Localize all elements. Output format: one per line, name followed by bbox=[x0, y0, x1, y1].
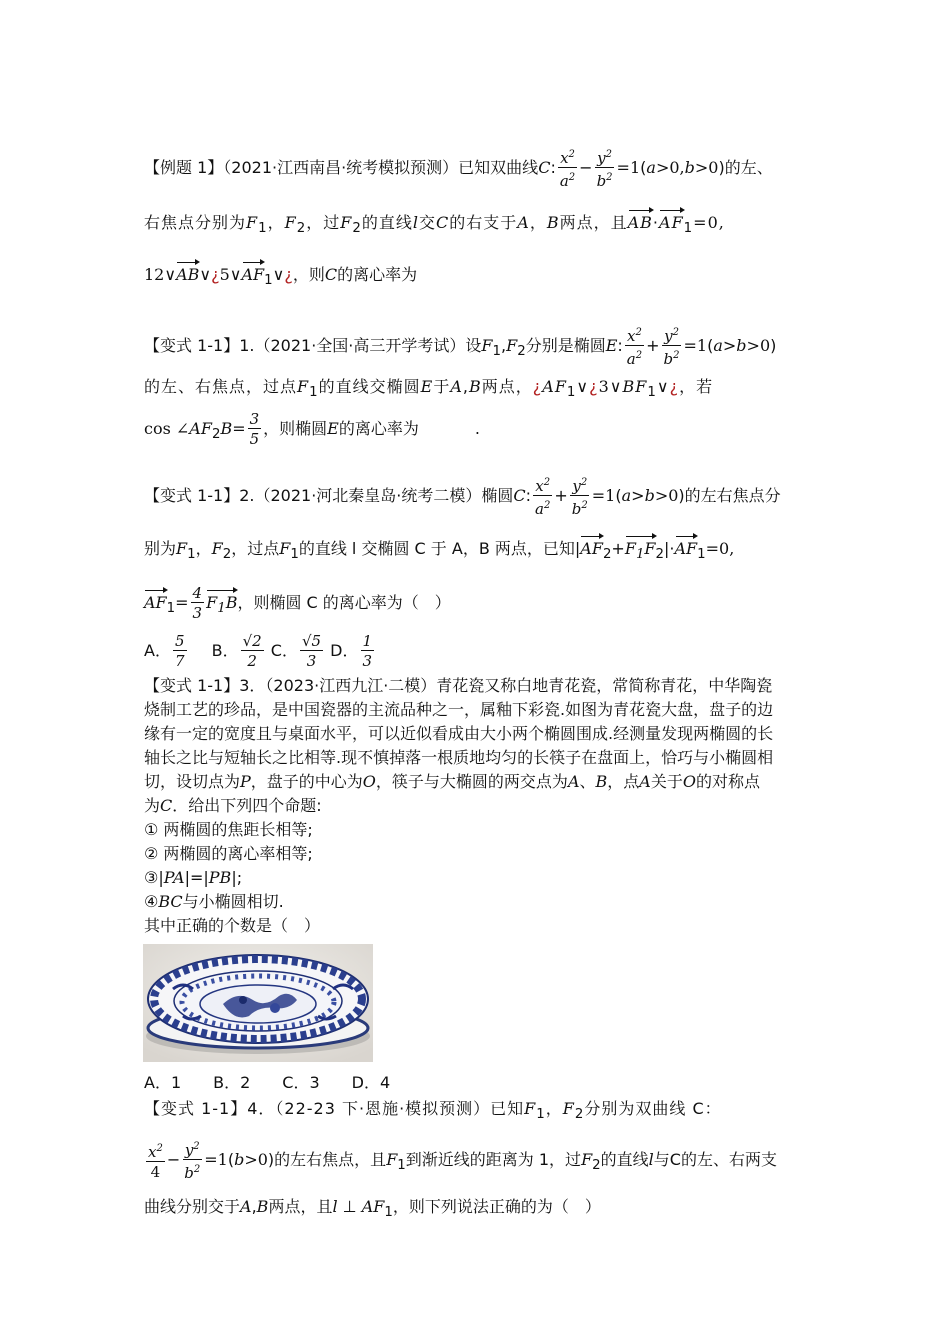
example-tag: 【例题 1】 bbox=[144, 158, 224, 177]
fraction: $\frac{x^2}{a^2}$ bbox=[625, 324, 644, 369]
variant-3-answers: A．1 B．2 C．3 D．4 bbox=[144, 1073, 391, 1092]
variant-4-line-2: $\frac{x^2}{4}$ − $\frac{y^2}{b^2}$ =1(b>0)的左右焦点，且$F_1$到渐近线的距离为 1，过$F_2$的直线l与C的左、右两支 bbox=[144, 1138, 810, 1183]
variant-4-line-1: 【变式 1-1】4．（22-23 下·恩施·模拟预测）已知$F_1$，$F_2$分别为双曲线 C： bbox=[144, 1099, 722, 1123]
variant-1-line-1: 【变式 1-1】1.（2021·全国·高三开学考试）设$F_1,F_2$分别是椭圆E: $\frac{x^2}{a^2}$ + $\frac{y^2}{b^2}$ =1(a>b>0) bbox=[144, 324, 810, 369]
variant-4-line-3: 曲线分别交于A,B两点，且l ⊥ $AF_1$，则下列说法正确的为（ ） bbox=[144, 1197, 601, 1221]
variant-3-text: 【变式 1-1】3．（2023·江西九江·二模）青花瓷又称白地青花瓷，常简称青花，中华陶瓷 烧制工艺的珍品，是中国瓷器的主流品种之一，属釉下彩瓷.如图为青花瓷大盘，盘子的边 缘有一定的宽度且与桌面水平，可以近似看成由大小两个椭圆围成.经测量发现两椭圆的长 轴长之比与短轴长之比相等.现不慎掉落一根质地均匀的长筷子在盘面上，恰巧与小椭圆相 切，设切点为P，盘子的中心为O，筷子与大椭圆的两交点为A、B，点A关于O的对称点 为C．给出下列四个命题: ① 两椭圆的焦距长相等; ② 两椭圆的离心率相等; ③|PA|=|PB|; ④BC与小椭圆相切. 其中正确的个数是（ ） bbox=[144, 676, 774, 935]
fraction: $\frac{y^2}{b^2}$ bbox=[662, 324, 682, 369]
variant-2-line-2: 别为$F_1$，$F_2$，过点$F_1$的直线 l 交椭圆 C 于 A，B 两点，已知$|AF_2+F_1F_2|\cdot AF_1=0$, bbox=[144, 538, 810, 566]
fraction: $\frac{y^2}{b^2}$ bbox=[570, 474, 590, 519]
example-1-line-1: 【例题 1】（2021·江西南昌·统考模拟预测）已知双曲线C: $\frac{x^2}{a^2}$ − $\frac{y^2}{b^2}$ =1(a>0,b>0)的左、 bbox=[144, 146, 810, 191]
fraction: $\frac{x^2}{4}$ bbox=[146, 1140, 165, 1182]
variant-1-line-2: 的左、右焦点，过点$F_1$的直线交椭圆E于A,B两点，¿$AF_1\vee¿3\vee BF_1\vee¿$，若 bbox=[144, 377, 714, 401]
example-source: （2021·江西南昌·统考模拟预测）已知双曲线 bbox=[223, 158, 539, 177]
variant-2-line-3: $AF_1=$ $\frac{4}{3}$ $F_1B$，则椭圆 C 的离心率为（ ） bbox=[144, 584, 451, 622]
variant-2-line-1: 【变式 1-1】2.（2021·河北秦皇岛·统考二模）椭圆C: $\frac{x^2}{a^2}$ + $\frac{y^2}{b^2}$ =1(a>b>0)的左右焦点分 bbox=[144, 474, 810, 519]
variant-2-options: A． $\frac{5}{7}$ B． $\frac{√2}{2}$ C． $\frac{√5}{3}$ D． $\frac{1}{3}$ bbox=[144, 632, 373, 670]
example-1-line-3: $12\vee AB\vee¿5\vee AF_1\vee¿$，则C的离心率为 bbox=[144, 265, 418, 289]
fraction: $\frac{y^2}{b^2}$ bbox=[182, 1138, 202, 1183]
example-1-line-2: 右焦点分别为$F_1$，$F_2$，过$F_2$的直线l交C的右支于A，B两点，且$AB\cdot AF_1=0$, bbox=[144, 213, 725, 237]
variant-1-line-3: $\cos \angle AF_2B=$ $\frac{3}{5}$ ，则椭圆E的离心率为 . bbox=[144, 410, 480, 448]
fraction: $\frac{y^2}{b^2}$ bbox=[595, 146, 615, 191]
fraction: $\frac{4}{3}$ bbox=[192, 584, 203, 622]
fraction: $\frac{x^2}{a^2}$ bbox=[558, 146, 577, 191]
fraction: $\frac{3}{5}$ bbox=[249, 410, 260, 448]
fraction: $\frac{x^2}{a^2}$ bbox=[533, 474, 552, 519]
porcelain-plate-photo bbox=[143, 944, 373, 1062]
